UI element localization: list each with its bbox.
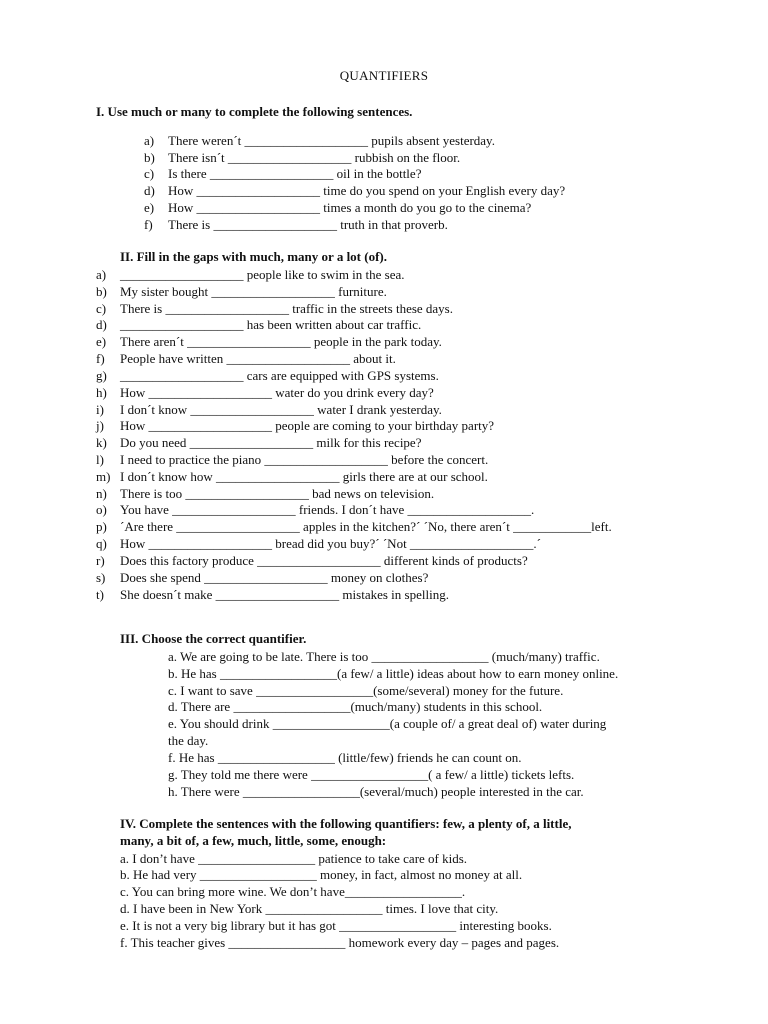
list-item [96, 300, 453, 317]
item-text: There is ___________________ traffic in the streets these days. [120, 301, 453, 316]
list-item [96, 266, 405, 283]
item-marker: d) [144, 183, 155, 198]
list-item [144, 182, 565, 199]
item-text: How ___________________ people are coming to your birthday party? [120, 418, 495, 433]
item-text: People have written ___________________ about it. [120, 351, 396, 366]
item-marker: l) [96, 452, 104, 467]
list-item: e. You should drink __________________(a couple of/ a great deal of) water during [168, 716, 607, 731]
list-item: f. This teacher gives __________________ homework every day – pages and pages. [120, 935, 560, 950]
list-item [96, 569, 428, 586]
item-text: I don´t know how ___________________ girls there are at our school. [120, 469, 488, 484]
item-marker: m) [96, 469, 111, 484]
item-text: How ___________________ time do you spend on your English every day? [168, 183, 566, 198]
list-item [96, 401, 442, 418]
section-4-heading-continuation: many, a bit of, a few, much, little, some, enough: [120, 833, 387, 848]
item-text: How ___________________ bread did you buy?´ ´Not ___________________.´ [120, 536, 542, 551]
item-marker: g) [96, 368, 107, 383]
list-item: d. There are __________________(much/many) students in this school. [168, 699, 543, 714]
section-3-heading: III. Choose the correct quantifier. [120, 631, 307, 646]
item-text: Does she spend ___________________ money on clothes? [120, 570, 429, 585]
section-1-heading: I. Use much or many to complete the following sentences. [96, 104, 413, 119]
list-item [144, 165, 421, 182]
list-item [144, 149, 460, 166]
item-marker: q) [96, 536, 107, 551]
item-marker: t) [96, 587, 104, 602]
list-item [144, 199, 531, 216]
item-text: Does this factory produce ___________________ different kinds of products? [120, 553, 528, 568]
list-item [96, 367, 439, 384]
item-marker: k) [96, 435, 107, 450]
list-item [96, 468, 488, 485]
list-item [96, 316, 421, 333]
list-item: b. He had very __________________ money, in fact, almost no money at all. [120, 867, 523, 882]
list-item [96, 451, 488, 468]
item-text: I need to practice the piano ___________________ before the concert. [120, 452, 489, 467]
list-item [144, 216, 448, 233]
item-text: ´Are there ___________________ apples in the kitchen?´ ´No, there aren´t ____________left. [120, 519, 612, 534]
item-text: Do you need ___________________ milk for this recipe? [120, 435, 422, 450]
list-item: h. There were __________________(several/much) people interested in the car. [168, 784, 584, 799]
item-marker: o) [96, 502, 107, 517]
item-marker: s) [96, 570, 106, 585]
list-item: f. He has __________________ (little/few) friends he can count on. [168, 750, 522, 765]
list-item: g. They told me there were __________________( a few/ a little) tickets lefts. [168, 767, 575, 782]
list-item-continuation: the day. [168, 733, 209, 748]
item-marker: a) [144, 133, 155, 148]
item-marker: c) [96, 301, 107, 316]
section-4-heading: IV. Complete the sentences with the following quantifiers: few, a plenty of, a little, [120, 816, 572, 831]
item-marker: n) [96, 486, 107, 501]
item-marker: d) [96, 317, 107, 332]
item-text: There is ___________________ truth in that proverb. [168, 217, 448, 232]
item-text: Is there ___________________ oil in the bottle? [168, 166, 422, 181]
item-marker: j) [96, 418, 104, 433]
item-marker: b) [144, 150, 155, 165]
item-marker: r) [96, 553, 105, 568]
section-2-heading: II. Fill in the gaps with much, many or a lot (of). [120, 249, 387, 264]
list-item [96, 552, 528, 569]
item-text: ___________________ people like to swim in the sea. [120, 267, 405, 282]
list-item: a. I don’t have __________________ patience to take care of kids. [120, 851, 468, 866]
item-marker: h) [96, 385, 107, 400]
item-text: ___________________ cars are equipped with GPS systems. [120, 368, 439, 383]
item-text: There is too ___________________ bad news on television. [120, 486, 435, 501]
list-item [96, 283, 387, 300]
list-item: a. We are going to be late. There is too __________________ (much/many) traffic. [168, 649, 600, 664]
item-marker: b) [96, 284, 107, 299]
list-item [96, 434, 421, 451]
list-item [96, 384, 434, 401]
list-item [144, 132, 495, 149]
item-marker: p) [96, 519, 107, 534]
item-text: There aren´t ___________________ people in the park today. [120, 334, 442, 349]
list-item [96, 417, 494, 434]
list-item [96, 333, 442, 350]
item-text: You have ___________________ friends. I don´t have ___________________. [120, 502, 535, 517]
list-item: c. I want to save __________________(some/several) money for the future. [168, 683, 564, 698]
item-text: She doesn´t make ___________________ mistakes in spelling. [120, 587, 449, 602]
list-item [96, 350, 396, 367]
item-marker: c) [144, 166, 155, 181]
item-text: There isn´t ___________________ rubbish on the floor. [168, 150, 461, 165]
list-item [96, 535, 541, 552]
list-item: d. I have been in New York __________________ times. I love that city. [120, 901, 499, 916]
list-item [96, 518, 612, 535]
item-marker: f) [144, 217, 153, 232]
list-item: e. It is not a very big library but it has got __________________ interesting books. [120, 918, 552, 933]
list-item: b. He has __________________(a few/ a little) ideas about how to earn money online. [168, 666, 619, 681]
item-text: How ___________________ water do you drink every day? [120, 385, 434, 400]
item-marker: i) [96, 402, 104, 417]
list-item: c. You can bring more wine. We don’t have__________________. [120, 884, 466, 899]
item-marker: e) [96, 334, 107, 349]
item-marker: e) [144, 200, 155, 215]
list-item [96, 501, 534, 518]
item-marker: a) [96, 267, 107, 282]
item-text: ___________________ has been written about car traffic. [120, 317, 422, 332]
list-item [96, 485, 434, 502]
item-text: I don´t know ___________________ water I drank yesterday. [120, 402, 442, 417]
item-marker: f) [96, 351, 105, 366]
item-text: How ___________________ times a month do you go to the cinema? [168, 200, 532, 215]
list-item [96, 586, 449, 603]
item-text: My sister bought ___________________ furniture. [120, 284, 387, 299]
item-text: There weren´t ___________________ pupils absent yesterday. [168, 133, 495, 148]
page-title: QUANTIFIERS [339, 68, 429, 83]
